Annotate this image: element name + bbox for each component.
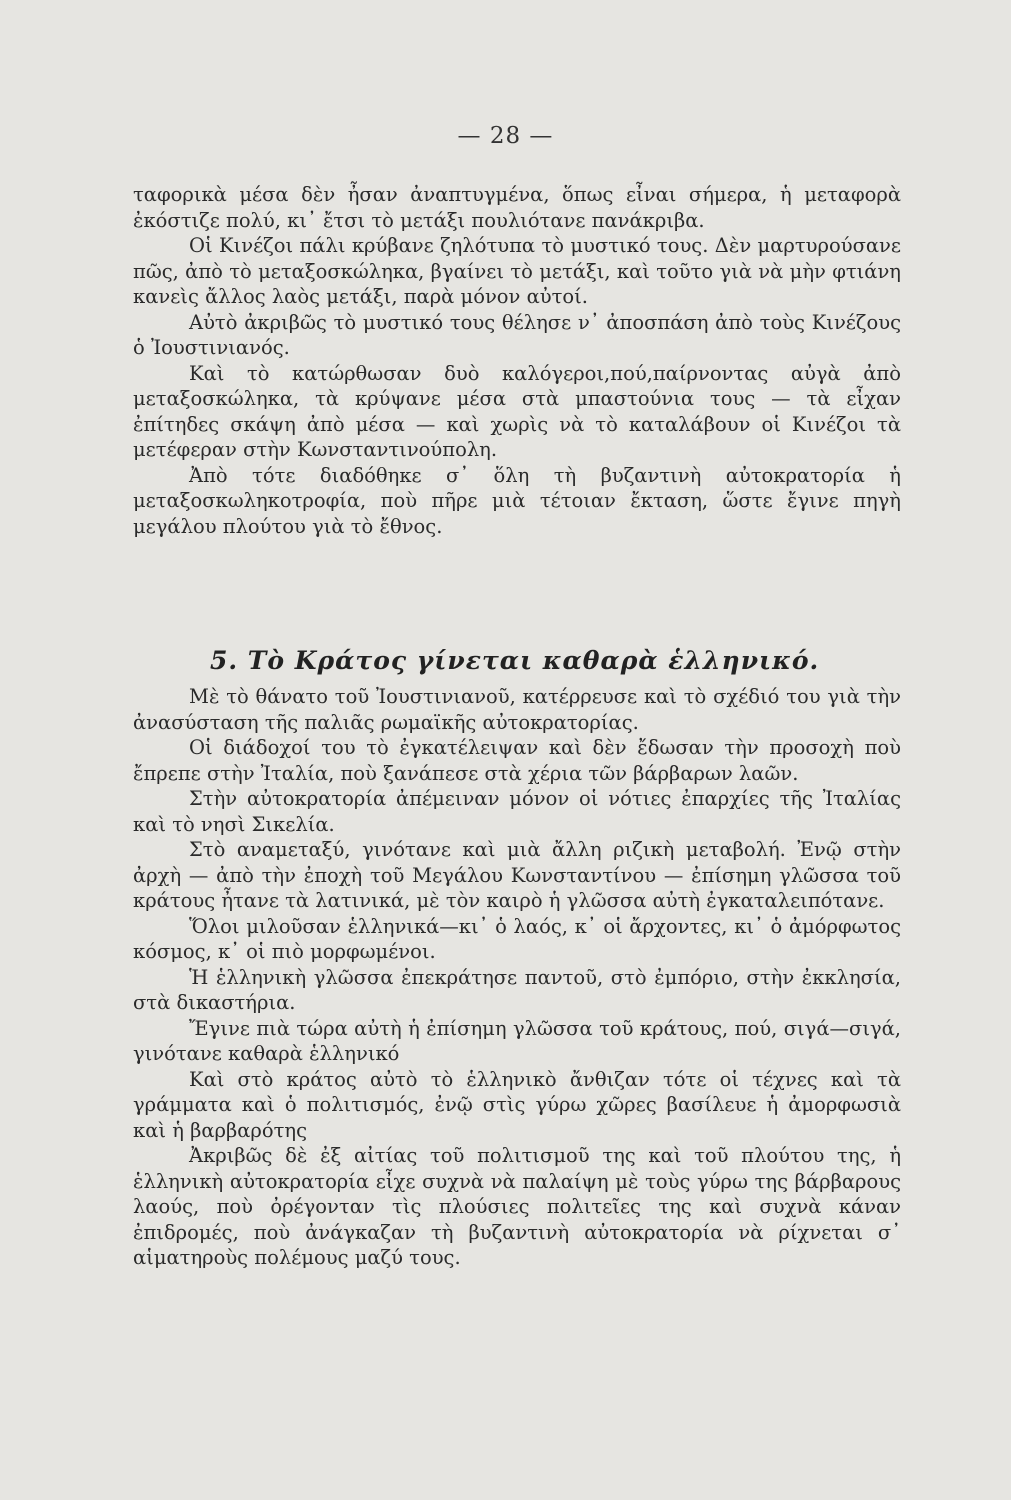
paragraph: Ἀπὸ τότε διαδόθηκε σ᾽ ὅλη τὴ βυζαντινὴ αὐτοκρατορία ἡ μεταξοσκωληκοτροφία, ποὺ πῆρε μιὰ τέτοιαν ἔκταση, ὥστε ἔγινε πηγὴ μεγάλου πλούτου γιὰ τὸ ἔθνος.: [133, 463, 901, 538]
paragraph: Ὅλοι μιλοῦσαν ἑλληνικά—κι᾽ ὁ λαός, κ᾽ οἱ ἄρχοντες, κι᾽ ὁ ἀμόρφωτος κόσμος, κ᾽ οἱ πιὸ μορφωμένοι.: [133, 914, 901, 963]
paragraph: Ἡ ἑλληνικὴ γλῶσσα ἐπεκράτησε παντοῦ, στὸ ἐμπόριο, στὴν ἐκκλησία, στὰ δικαστήρια.: [133, 965, 901, 1014]
paragraph: Στὸ αναμεταξύ, γινότανε καὶ μιὰ ἄλλη ριζικὴ μεταβολή. Ἐνῷ στὴν ἀρχὴ — ἀπὸ τὴν ἐποχὴ τοῦ Μεγάλου Κωνσταντίνου — ἐπίσημη γλῶσσα τοῦ κράτους ἦτανε τὰ λατινικά, μὲ τὸν καιρὸ ἡ γλῶσσα αὐτὴ ἐγκαταλειπότανε.: [133, 838, 901, 912]
paragraph: Ἀκριβῶς δὲ ἐξ αἰτίας τοῦ πολιτισμοῦ της καὶ τοῦ πλούτου της, ἡ ἑλληνικὴ αὐτοκρατορία εἶχε συχνὰ νὰ παλαίψη μὲ τοὺς γύρω της βάρβαρους λαούς, ποὺ ὀρέγονταν τὶς πλούσιες πολιτεῖες της καὶ συχνὰ κάναν ἐπιδρομές, ποὺ ἀνάγκαζαν τὴ βυζαντινὴ αὐτοκρατορία νὰ ρίχνεται σ᾽ αἱματηροὺς πολέμους μαζύ τους.: [133, 1144, 901, 1269]
paragraph: Ἔγινε πιὰ τώρα αὐτὴ ἡ ἐπίσημη γλῶσσα τοῦ κράτους, πού, σιγά—σιγά, γινότανε καθαρὰ ἑλληνικό: [133, 1016, 901, 1065]
paragraph: Οἱ Κινέζοι πάλι κρύβανε ζηλότυπα τὸ μυστικό τους. Δὲν μαρτυρούσανε πῶς, ἀπὸ τὸ μεταξοσκώληκα, βγαίνει τὸ μετάξι, καὶ τοῦτο γιὰ νὰ μὴν φτιάνη κανεὶς ἄλλος λαὸς μετάξι, παρὰ μόνον αὐτοί.: [133, 234, 901, 308]
paragraph: Καὶ στὸ κράτος αὐτὸ τὸ ἑλληνικὸ ἄνθιζαν τότε οἱ τέχνες καὶ τὰ γράμματα καὶ ὁ πολιτισμός, ἐνῷ στὶς γύρω χῶρες βασίλευε ἡ ἀμορφωσιὰ καὶ ἡ βαρβαρότης: [133, 1067, 901, 1142]
paragraph: Στὴν αὐτοκρατορία ἀπέμειναν μόνον οἱ νότιες ἐπαρχίες τῆς Ἰταλίας καὶ τὸ νησὶ Σικελία.: [133, 787, 901, 836]
paragraph: Καὶ τὸ κατώρθωσαν δυὸ καλόγεροι,πού,παίρνοντας αὐγὰ ἀπὸ μεταξοσκώληκα, τὰ κρύψανε μέσα στὰ μπαστούνια τους — τὰ εἶχαν ἐπίτηδες σκάψη ἀπὸ μέσα — καὶ χωρὶς νὰ τὸ καταλάβουν οἱ Κινέζοι τὰ μετέφεραν στὴν Κωνσταντινούπολη.: [133, 361, 901, 461]
paragraph: ταφορικὰ μέσα δὲν ἦσαν ἀναπτυγμένα, ὅπως εἶναι σήμερα, ἡ μεταφορὰ ἐκόστιζε πολύ, κι᾽ ἔτσι τὸ μετάξι πουλιότανε πανάκριβα.: [133, 183, 901, 232]
paragraph: Οἱ διάδοχοί του τὸ ἐγκατέλειψαν καὶ δὲν ἔδωσαν τὴν προσοχὴ ποὺ ἔπρεπε στὴν Ἰταλία, ποὺ ξανάπεσε στὰ χέρια τῶν βάρβαρων λαῶν.: [133, 736, 901, 785]
paragraph: Αὐτὸ ἀκριβῶς τὸ μυστικό τους θέλησε ν᾽ ἀποσπάση ἀπὸ τοὺς Κινέζους ὁ Ἰουστινιανός.: [133, 310, 901, 359]
body-text-top: [133, 182, 901, 539]
body-text-bottom: [133, 684, 901, 1271]
paragraph: Μὲ τὸ θάνατο τοῦ Ἰουστινιανοῦ, κατέρρευσε καὶ τὸ σχέδιό του γιὰ τὴν ἀνασύσταση τῆς παλιᾶς ρωμαϊκῆς αὐτοκρατορίας.: [133, 685, 901, 734]
section-heading: 5. Τὸ Κράτος γίνεται καθαρὰ ἑλληνικό.: [210, 646, 820, 675]
page-number: — 28 —: [457, 123, 554, 149]
